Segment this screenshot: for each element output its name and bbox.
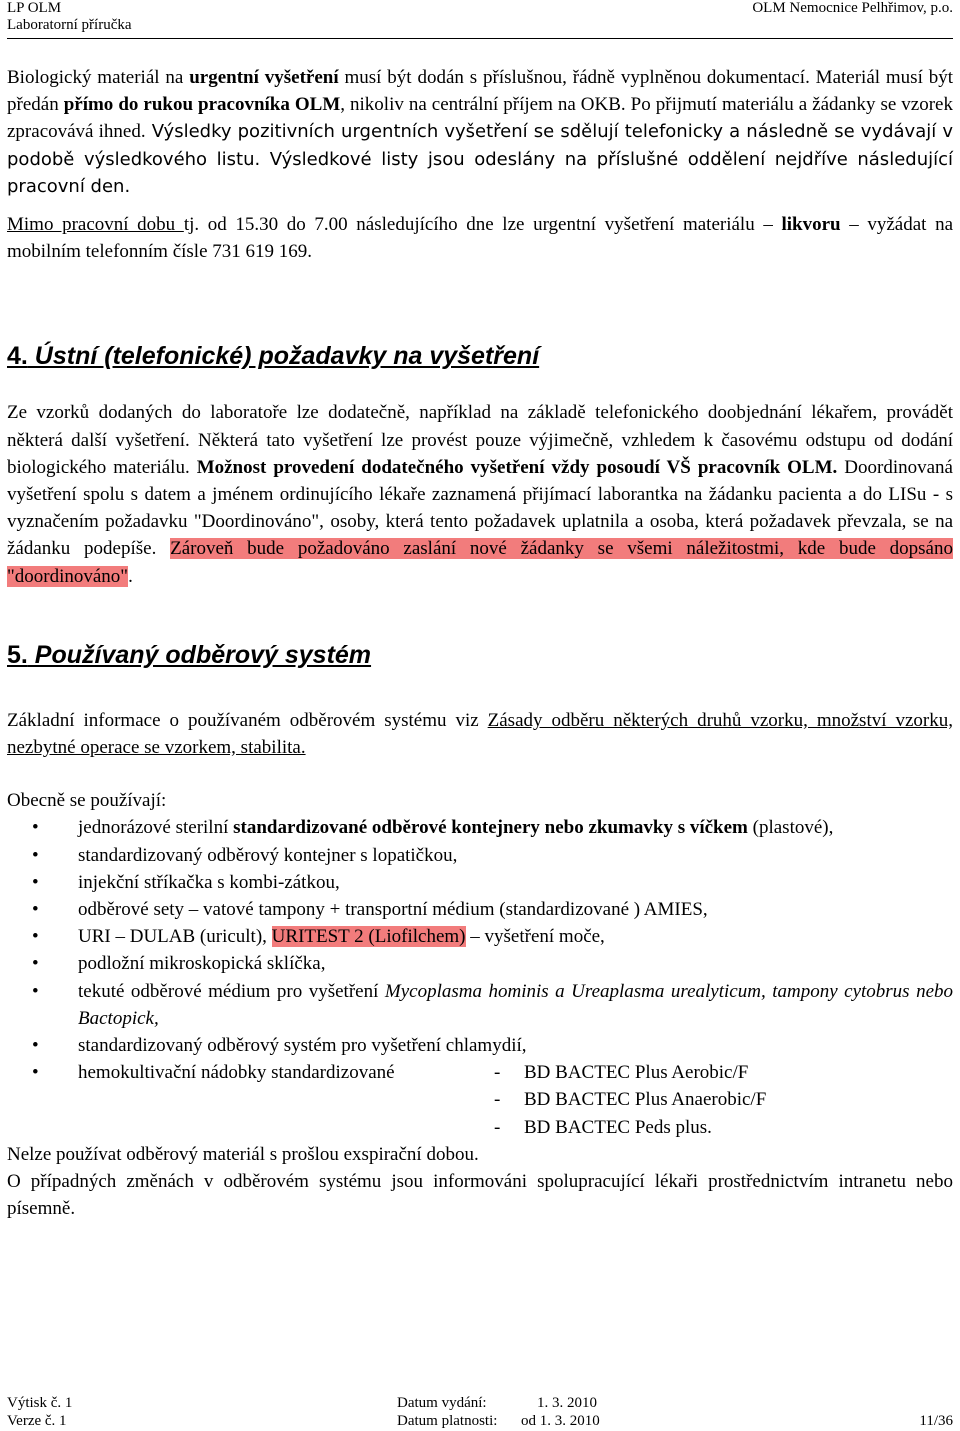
- header-divider: [7, 38, 953, 39]
- header-doc-title: Laboratorní příručka: [7, 17, 132, 33]
- changes-note: O případných změnách v odběrovém systému jsou informováni spolupracující lékaři prostřednictvím intranetu nebo písemně.: [7, 1171, 953, 1220]
- bullet-icon: •: [32, 1062, 39, 1084]
- header-institution: OLM Nemocnice Pelhřimov, p.o.: [752, 0, 953, 16]
- page-footer: [7, 1394, 953, 1430]
- page-header-left: [7, 0, 132, 34]
- highlighted-text: Zároveň bude požadováno zaslání nové žádanky se všemi náležitostmi, kde bude dopsáno "doordinováno": [7, 538, 953, 587]
- document-body: [7, 64, 953, 1223]
- list-item: • tekuté odběrové médium pro vyšetření Mycoplasma hominis a Ureaplasma urealyticum, tampony cytobrus nebo Bactopick,: [7, 978, 953, 1032]
- expiry-note: Nelze používat odběrový materiál s prošlou exspirační dobou.: [7, 1143, 479, 1165]
- list-item: • odběrové sety – vatové tampony + transportní médium (standardizované ) AMIES,: [7, 896, 953, 923]
- list-item: • standardizovaný odběrový kontejner s lopatičkou,: [7, 842, 953, 869]
- list-item: • injekční stříkačka s kombi-zátkou,: [7, 869, 953, 896]
- blood-culture-row: - BD BACTEC Peds plus.: [494, 1116, 712, 1138]
- version-number: Verze č. 1: [7, 1413, 67, 1429]
- validity-date-label: Datum platnosti:: [397, 1413, 498, 1429]
- bullet-icon: •: [32, 953, 39, 975]
- highlighted-text: URITEST 2 (Liofilchem): [271, 926, 466, 948]
- issue-date: 1. 3. 2010: [537, 1395, 597, 1411]
- validity-date: od 1. 3. 2010: [521, 1413, 600, 1429]
- blood-culture-row: - BD BACTEC Plus Anaerobic/F: [494, 1089, 767, 1111]
- header-org: LP OLM: [7, 0, 62, 16]
- bullet-icon: •: [32, 980, 39, 1002]
- urgent-paragraph: Biologický materiál na urgentní vyšetření musí být dodán s příslušnou, řádně vyplněnou dokumentací. Materiál musí být předán přímo do rukou pracovníka OLM, nikoliv na centrální příjem na OKB. Po přijmutí materiálu a žádanky se vzorek zpracovává ihned. Výsledky pozitivních urgentních vyšetření se sdělují telefonicky a následně se vydávají v podobě výsledkového listu. Výsledkové listy jsou odeslány na příslušné oddělení nejdříve následující pracovní den.: [7, 67, 953, 197]
- list-item: [7, 1059, 953, 1141]
- section-4-heading: 4. Ústní (telefonické) požadavky na vyšetření: [7, 342, 540, 371]
- bullet-icon: •: [32, 926, 39, 948]
- list-item: • standardizovaný odběrový systém pro vyšetření chlamydií,: [7, 1032, 953, 1059]
- after-hours-paragraph: Mimo pracovní dobu tj. od 15.30 do 7.00 následujícího dne lze urgentní vyšetření materiálu – likvoru – vyžádat na mobilním telefonním čísle 731 619 169.: [7, 214, 953, 263]
- page-number: 11/36: [919, 1413, 953, 1429]
- section-5-info: Základní informace o používaném odběrovém systému viz Zásady odběru některých druhů vzorku, množství vzorku, nezbytné operace se vzorkem, stabilita.: [7, 709, 953, 759]
- bullet-icon: •: [32, 1035, 39, 1057]
- list-item: • jednorázové sterilní standardizované odběrové kontejnery nebo zkumavky s víčkem (plastové),: [7, 814, 953, 841]
- bullet-icon: •: [32, 844, 39, 866]
- bullet-icon: •: [32, 899, 39, 921]
- copy-number: Výtisk č. 1: [7, 1395, 73, 1411]
- bullet-icon: •: [32, 871, 39, 893]
- section-4-paragraph: Ze vzorků dodaných do laboratoře lze dodatečně, například na základě telefonického doobjednání lékařem, provádět některá další vyšetření. Některá tato vyšetření lze provést pouze výjimečně, vzhledem k časovému odstupu od dodání biologického materiálu. Možnost provedení dodatečného vyšetření vždy posoudí VŠ pracovník OLM. Doordinovaná vyšetření spolu s datem a jménem ordinujícího lékaře zaznamená přijímací laborantka na žádanku pacienta a do LISu - s vyznačením požadavku "Doordinováno", osoby, která tento požadavek uplatnila a osoba, která požadavek převzala, se na žádanku podepíše. Zároveň bude požadováno zaslání nové žádanky se všemi náležitostmi, kde bude dopsáno "doordinováno".: [7, 402, 953, 587]
- issue-date-label: Datum vydání:: [397, 1395, 487, 1411]
- list-item: • URI – DULAB (uricult), URITEST 2 (Liofilchem) – vyšetření moče,: [7, 923, 953, 950]
- guidelines-link[interactable]: Zásady odběru některých druhů vzorku, množství vzorku, nezbytné operace se vzorkem, stabilita.: [7, 709, 953, 759]
- bullet-icon: •: [32, 817, 39, 839]
- blood-culture-row: hemokultivační nádobky standardizované - BD BACTEC Plus Aerobic/F: [78, 1062, 749, 1084]
- list-item: • podložní mikroskopická sklíčka,: [7, 950, 953, 977]
- collection-systems-list: [7, 814, 953, 1140]
- used-intro: Obecně se používají:: [7, 790, 167, 812]
- section-5-heading: 5. Používaný odběrový systém: [7, 640, 372, 669]
